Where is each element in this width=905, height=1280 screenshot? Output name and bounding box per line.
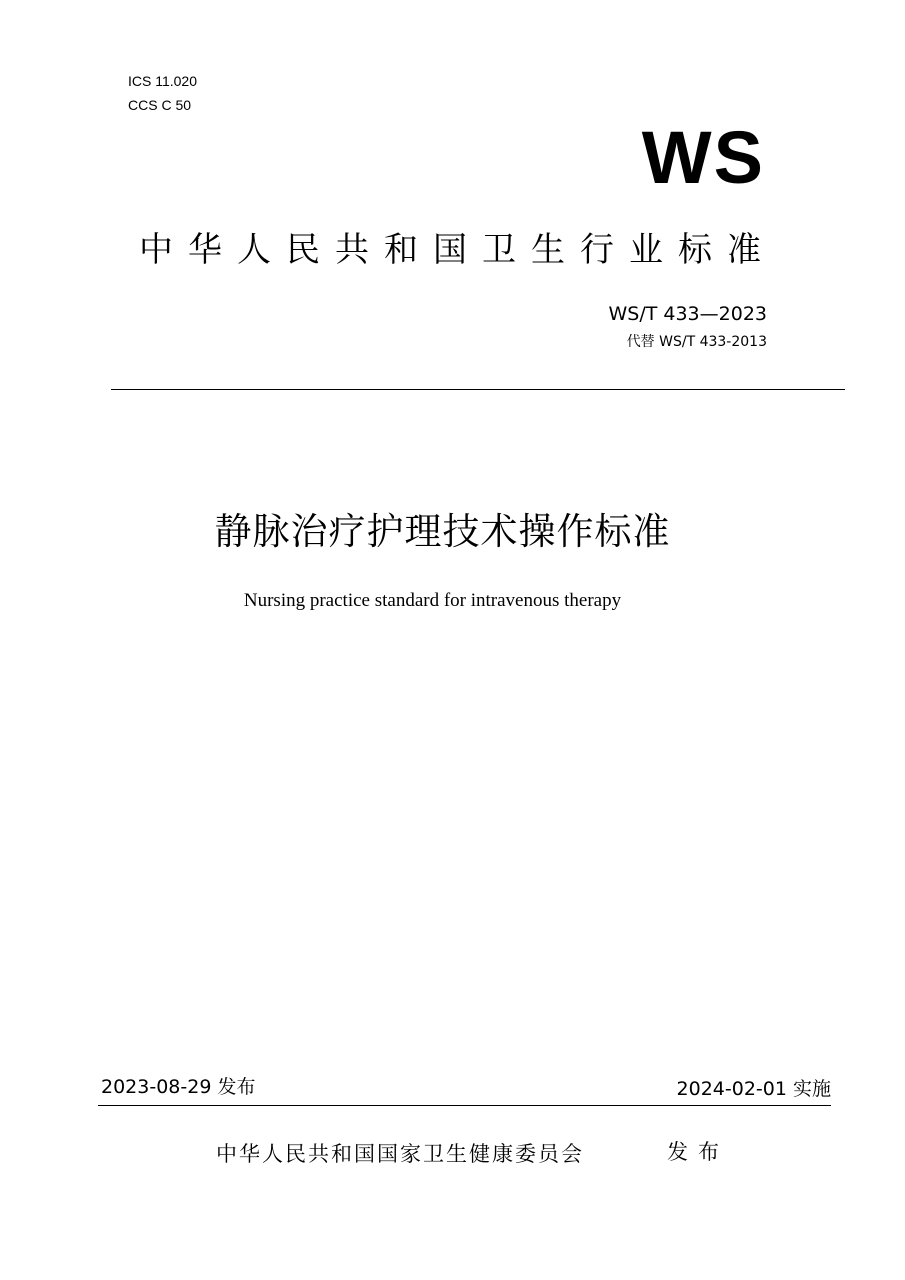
publish-label: 发布 bbox=[667, 1140, 729, 1164]
replaces-standard: 代替 WS/T 433-2013 bbox=[626, 334, 767, 350]
document-title-english: Nursing practice standard for intravenous therapy bbox=[243, 590, 622, 611]
bottom-divider bbox=[98, 1105, 831, 1106]
ics-code: ICS 11.020 bbox=[128, 73, 198, 89]
top-divider bbox=[111, 389, 845, 390]
ccs-code: CCS C 50 bbox=[128, 97, 192, 113]
standard-number: WS/T 433—2023 bbox=[608, 303, 767, 325]
implementation-date: 2024-02-01 实施 bbox=[676, 1078, 831, 1100]
issuing-authority: 中华人民共和国国家卫生健康委员会 bbox=[216, 1142, 584, 1166]
ws-logo: WS bbox=[641, 116, 765, 199]
issue-date: 2023-08-29 发布 bbox=[101, 1076, 256, 1098]
industry-standard-title: 中华人民共和国卫生行业标准 bbox=[139, 230, 776, 270]
document-title-chinese: 静脉治疗护理技术操作标准 bbox=[214, 510, 671, 553]
